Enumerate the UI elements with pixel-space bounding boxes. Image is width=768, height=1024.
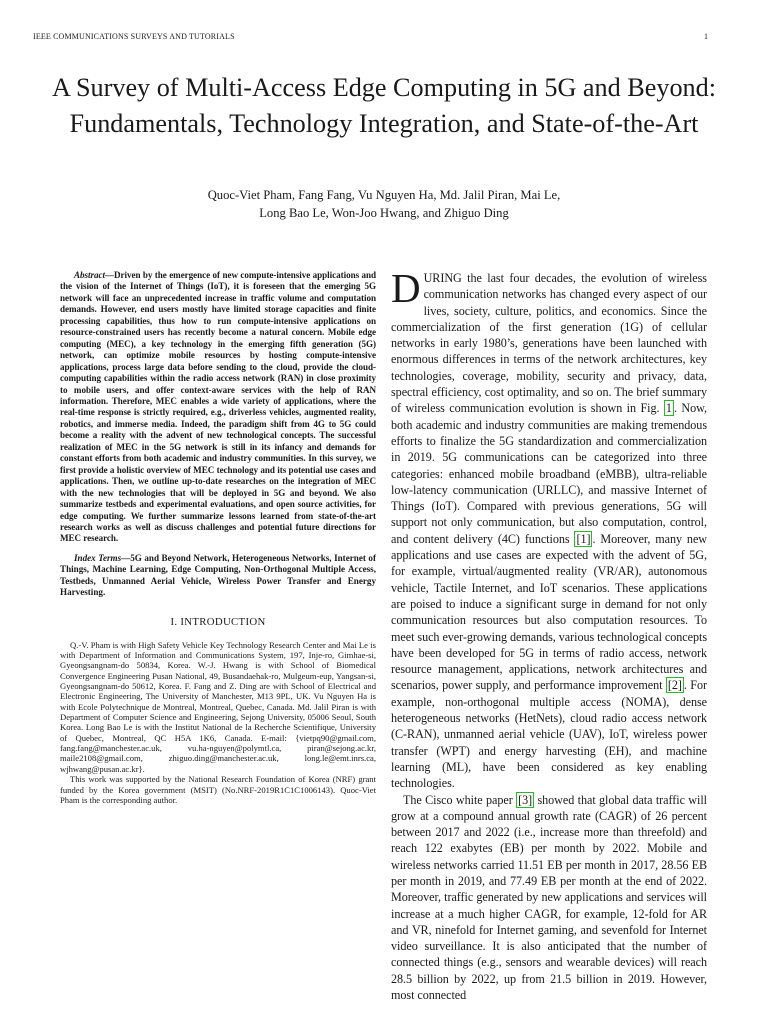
intro-text-2b: showed that global data traffic will grow at a compound annual growth rate (CAGR) of 26 percent between 2017 and 2022 (i.e., increase more than threefold) and reach 122 exabytes (EB) per month by 2022. Mobile and wireless networks carried 11.51 EB per month in 2017, 28.56 EB per month in 2019, and 77.49 EB per month at the end of 2022. Moreover, traffic generated by new applications and services will increase at a much higher CAGR, for example, 12-fold for AR and VR, ninefold for Internet gaming, and sevenfold for Internet video surveillance. It is also anticipated that the number of connected things (e.g., sensors and wearable devices) will reach 28.5 billion by 2022, up from 21.5 billion in 2019. However, most connected — [391, 792, 707, 1003]
index-terms — [60, 553, 376, 599]
left-column — [60, 270, 376, 805]
section-heading-introduction — [60, 616, 376, 628]
intro-paragraph-2 — [391, 792, 707, 1004]
intro-paragraph-1 — [391, 265, 708, 792]
section-title-rest: NTRODUCTION — [184, 615, 266, 628]
intro-text-1b: . Now, both academic and industry communities are making tremendous efforts to finalize the 5G standardization and commercialization in 2019. 5G communications can be categorized into three categories: enhanced mobile broadband (eMBB), ultra-reliable low-latency communication (URLLC), and massive Internet of Things (IoT). Compared with previous generations, 5G will support not only communication, but also computation, control, and content delivery (4C) functions — [391, 401, 707, 546]
section-number: I. — [170, 615, 178, 628]
citation-link-1[interactable]: [1] — [576, 531, 591, 546]
intro-text-1d: . For example, non-orthogonal multiple access (NOMA), dense heterogeneous networks (HetNets), cloud radio access network (C-RAN), unmanned aerial vehicle (UAV), IoT, wireless power transfer (WPT) and energy harvesting (EH), and machine learning (ML), have been considered as key enabling technologies. — [391, 678, 707, 791]
intro-text-1c: . Moreover, many new applications and use cases are expected with the advent of 5G, for example, virtual/augmented reality (VR/AR), autonomous vehicle, Tactile Internet, and IoT scenarios. These applications are poised to induce a significant surge in demand for not only communication resources but also computation resources. To meet such ever-growing demands, various technological concepts have been developed for 5G in terms of radio access, network resource management, applications, network architectures and scenarios, power supply, and performance improvement — [391, 531, 708, 693]
figure-reference-link[interactable]: 1 — [665, 401, 672, 416]
abstract-lead: Abstract — [74, 270, 105, 280]
page-number: 1 — [704, 32, 708, 41]
right-column — [391, 265, 708, 1003]
author-list — [20, 187, 748, 222]
paper-title: A Survey of Multi-Access Edge Computing in 5G and Beyond: Fundamentals, Technology Integration, and State-of-the-Art — [51, 73, 717, 138]
abstract-dash: — — [104, 270, 114, 280]
abstract-text: Driven by the emergence of new compute-intensive applications and the vision of the Internet of Things (IoT), it is foreseen that the emerging 5G network will face an unprecedented increase in traffic volume and computation demands. However, end users mostly have limited storage capacities and finite processing capabilities, thus how to run compute-intensive applications on resource-constrained users has recently become a natural concern. Mobile edge computing (MEC), a key technology in the emerging fifth generation (5G) network, can optimize mobile resources by hosting compute-intensive applications, process large data before sending to the cloud, provide the cloud-computing capabilities within the radio access network (RAN) in close proximity to mobile users, and offer context-aware services with the help of RAN information. Therefore, MEC enables a wide variety of applications, where the real-time response is strictly required, e.g., driverless vehicles, augmented reality, robotics, and immerse media. Indeed, the paradigm shift from 4G to 5G could become a reality with the advent of new technological concepts. The successful realization of MEC in the 5G network is still in its infancy and demands for constant efforts from both academic and industry communities. In this survey, we first provide a holistic overview of MEC technology and its potential use cases and applications. Then, we outline up-to-date researches on the integration of MEC with the new technologies that will be deployed in 5G and beyond. We also summarize testbeds and experimental evaluations, and open source activities, for edge computing. We further summarize lessons learned from state-of-the-art research works as well as discuss challenges and potential future directions for MEC research. — [60, 270, 376, 544]
index-terms-text: 5G and Beyond Network, Heterogeneous Networks, Internet of Things, Machine Learning, Edge Computing, Non-Orthogonal Multiple Access, Testbeds, Unmanned Aerial Vehicle, Wireless Power Transfer and Energy Harvesting. — [60, 552, 376, 598]
index-terms-dash: — — [121, 552, 131, 563]
section-title-first: I — [180, 615, 185, 628]
author-line-1: Quoc-Viet Pham, Fang Fang, Vu Nguyen Ha, Md. Jalil Piran, Mai Le, — [207, 188, 561, 202]
citation-link-2[interactable]: [2] — [667, 678, 682, 693]
footnote-funding: This work was supported by the National Research Foundation of Korea (NRF) grant funded by the Korea government (MSIT) (No.NRF-2019R1C1C1006143). Quoc-Viet Pham is the corresponding author. — [60, 774, 376, 805]
abstract — [60, 270, 376, 545]
author-line-2: Long Bao Le, Won-Joo Hwang, and Zhiguo Ding — [259, 205, 509, 220]
footnote-affiliations: Q.-V. Pham is with High Safety Vehicle Key Technology Research Center and Mai Le is with Department of Information and Communications System, 197, Inje-ro, Gimhae-si, Gyeongsangnam-do 50834, Korea. W.-J. Hwang is with School of Biomedical Convergence Engineering Pusan National, 49, Busandaehak-ro, Mulgeum-eup, Yangsan-si, Gyeongsangnam-do 50612, Korea. F. Fang and Z. Ding are with School of Electrical and Electronic Engineering, The University of Manchester, M13 9PL, UK. Vu Nguyen Ha is with Ecole Polytechnique de Montreal, Montreal, Quebec, Canada. Md. Jalil Piran is with Department of Computer Science and Engineering, Sejong University, 05006 Seoul, South Korea. Long Bao Le is with the Institut National de la Recherche Scientifique, University of Quebec, Montreal, QC H5A 1K6, Canada. E-mail: {vietpq90@gmail.com, fang.fang@manchester.ac.uk, vu.ha-nguyen@polymtl.ca, piran@sejong.ac.kr, maile2108@gmail.com, zhiguo.ding@manchester.ac.uk, long.le@emt.inrs.ca, wjhwang@pusan.ac.kr}. — [60, 639, 376, 774]
intro-text-1a: URING the last four decades, the evolution of wireless communication networks has changed every aspect of our lives, society, culture, politics, and economics. Since the commercialization of the first generation (1G) of cellular networks in early 1980’s, generations have been launched with enormous differences in terms of the network architectures, key technologies, coverage, mobility, security and privacy, data, spectral efficiency, cost optimality, and so on. The brief summary of wireless communication evolution is shown in Fig. — [391, 271, 707, 416]
citation-link-3[interactable]: [3] — [518, 792, 533, 807]
running-head: IEEE COMMUNICATIONS SURVEYS AND TUTORIALS — [33, 32, 235, 41]
index-terms-lead: Index Terms — [74, 552, 122, 563]
drop-cap: D — [391, 265, 421, 311]
intro-text-2a: The Cisco white paper — [403, 792, 517, 807]
